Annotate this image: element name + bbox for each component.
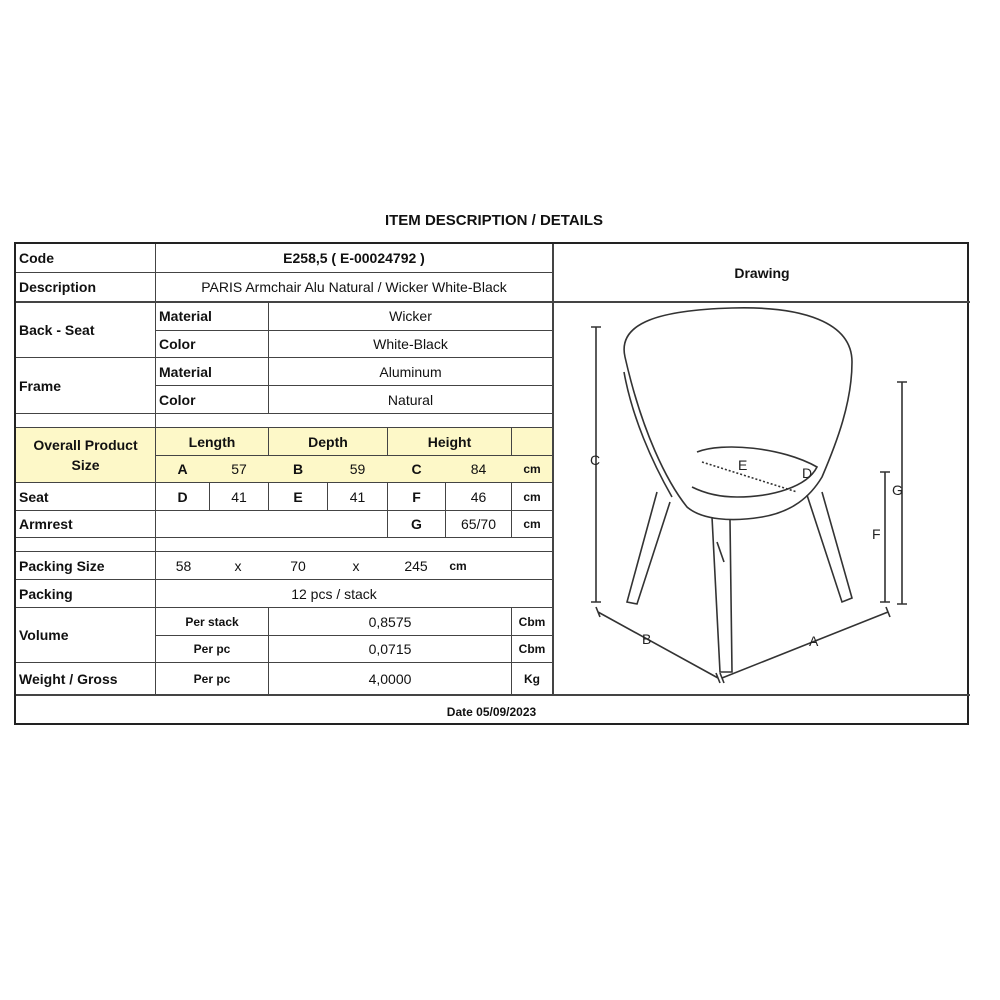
back-seat-label: Back - Seat: [19, 321, 95, 338]
frame-material: Aluminum: [379, 363, 442, 380]
dim-letter-d: D: [177, 488, 188, 505]
dim-letter-c: C: [411, 461, 422, 477]
dimension-line-b: [596, 607, 720, 683]
back-seat-color-label: Color: [159, 336, 196, 352]
drawing-letter-f: F: [872, 526, 881, 542]
dim-value-a: 57: [231, 461, 247, 477]
overall-size-label: Overall Product Size: [33, 437, 138, 473]
packing-value: 12 pcs / stack: [291, 585, 377, 602]
drawing-letter-c: C: [590, 452, 601, 468]
weight-unit: Kg: [524, 671, 540, 686]
description-label: Description: [19, 279, 97, 295]
packing-size-length: 58: [175, 557, 192, 574]
grid-line: [16, 413, 552, 414]
volume-per-stack-unit: Cbm: [518, 614, 546, 629]
dim-unit-seat: cm: [523, 489, 541, 504]
volume-per-stack-value: 0,8575: [368, 613, 412, 630]
drawing-label: Drawing: [734, 264, 790, 281]
dim-letter-a: A: [177, 461, 188, 477]
volume-label: Volume: [19, 627, 69, 643]
dim-letter-e: E: [293, 488, 303, 505]
dim-value-e: 41: [349, 488, 366, 505]
depth-header: Depth: [308, 433, 348, 450]
chair-seat-ellipse: [692, 447, 817, 497]
description-value: PARIS Armchair Alu Natural / Wicker White-Black: [201, 279, 507, 295]
volume-per-pc-unit: Cbm: [518, 642, 546, 656]
dim-value-b: 59: [349, 461, 366, 477]
volume-per-pc-label: Per pc: [193, 642, 231, 656]
dim-unit-overall: cm: [523, 462, 541, 476]
dim-unit-armrest: cm: [523, 517, 541, 531]
seat-label: Seat: [19, 488, 49, 505]
dim-value-d: 41: [231, 488, 247, 505]
packing-label: Packing: [19, 585, 73, 602]
packing-size-x1: x: [234, 557, 242, 574]
dim-letter-g: G: [411, 516, 422, 532]
length-header: Length: [188, 433, 236, 450]
dimension-line-e: [702, 462, 797, 492]
packing-size-height: 245: [404, 557, 428, 574]
chair-leg-back-right: [807, 492, 852, 602]
chair-leg-front: [712, 517, 732, 672]
document-title: ITEM DESCRIPTION / DETAILS: [384, 212, 604, 229]
chair-leg-back: [717, 542, 724, 562]
packing-size-label: Packing Size: [19, 557, 105, 574]
drawing-letter-b: B: [642, 631, 652, 647]
code-label: Code: [19, 250, 54, 266]
height-header: Height: [427, 433, 472, 450]
weight-per-pc-label: Per pc: [193, 671, 231, 686]
frame-color-label: Color: [159, 391, 196, 408]
packing-size-unit: cm: [449, 558, 467, 573]
dim-value-f: 46: [470, 488, 487, 505]
chair-leg-front-left: [627, 492, 670, 604]
weight-label: Weight / Gross: [19, 670, 118, 687]
armrest-label: Armrest: [19, 516, 73, 532]
unit-header-highlight: [512, 428, 552, 455]
dim-letter-b: B: [292, 461, 304, 477]
volume-per-pc-value: 0,0715: [368, 641, 412, 657]
weight-value: 4,0000: [368, 670, 412, 687]
packing-size-width: 70: [290, 557, 306, 574]
drawing-letter-d: D: [802, 465, 813, 481]
chair-drawing: [552, 302, 970, 695]
drawing-letter-e: E: [738, 457, 748, 473]
code-value: E258,5 ( E-00024792 ): [283, 250, 425, 266]
frame-material-label: Material: [159, 363, 212, 380]
document-date: Date 05/09/2023: [446, 705, 537, 719]
spec-sheet: [14, 242, 969, 725]
frame-color: Natural: [387, 391, 434, 408]
back-seat-material: Wicker: [389, 308, 432, 324]
frame-label: Frame: [19, 377, 62, 394]
dimension-line-a: [720, 607, 890, 683]
chair-shell-outline: [624, 308, 852, 520]
dim-letter-f: F: [412, 488, 421, 505]
dim-value-g: 65/70: [460, 516, 497, 532]
back-seat-material-label: Material: [159, 308, 212, 324]
dimension-line-f: [880, 472, 890, 602]
back-seat-color: White-Black: [373, 336, 448, 352]
grid-line: [16, 537, 552, 538]
drawing-letter-g: G: [892, 482, 903, 498]
drawing-letter-a: A: [809, 633, 819, 649]
volume-per-stack-label: Per stack: [185, 614, 239, 629]
packing-size-x2: x: [352, 557, 360, 574]
dim-value-c: 84: [470, 461, 487, 477]
